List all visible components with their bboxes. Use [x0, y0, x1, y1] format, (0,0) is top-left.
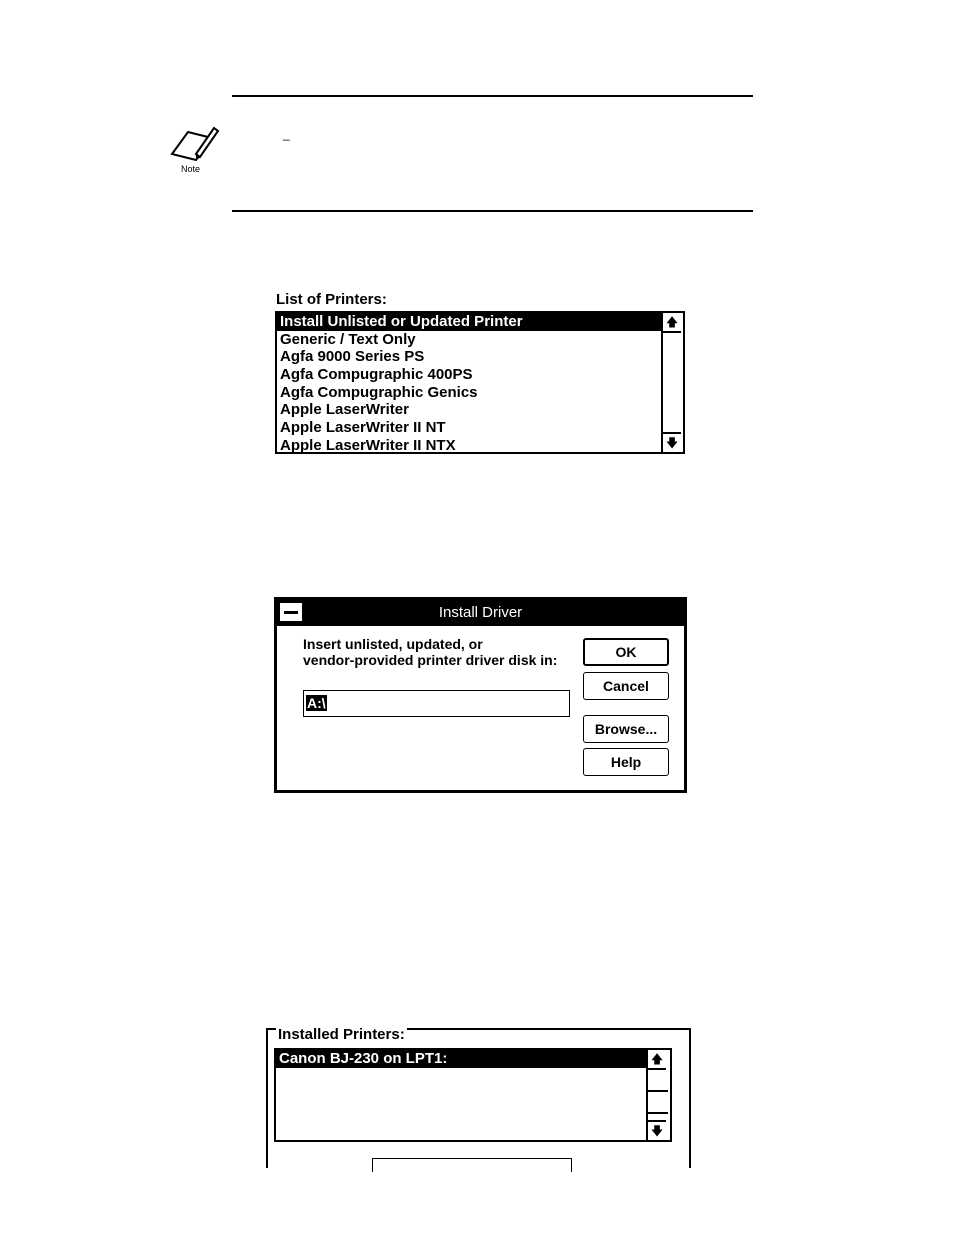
list-of-printers-listbox[interactable] [275, 311, 685, 454]
list-of-printers-label [276, 291, 387, 308]
installed-printers-listbox[interactable] [274, 1048, 672, 1142]
list-item[interactable]: Apple LaserWriter [280, 401, 409, 419]
note-text-mark: _ [283, 127, 290, 141]
cancel-button[interactable]: Cancel [583, 672, 669, 700]
dialog-prompt-line1: Insert unlisted, updated, or [303, 636, 483, 652]
ok-button[interactable]: OK [583, 638, 669, 666]
dialog-title: Install Driver [438, 604, 523, 621]
list-item[interactable]: Agfa 9000 Series PS [280, 348, 425, 366]
scroll-up-arrow-icon[interactable]: 🡅 [648, 1050, 666, 1070]
scroll-down-arrow-icon[interactable]: 🡇 [648, 1120, 666, 1140]
dialog-title-bar[interactable] [277, 600, 684, 626]
list-item[interactable]: Agfa Compugraphic Genics [280, 383, 478, 401]
note-label: Note [181, 164, 201, 174]
dialog-prompt-line2: vendor-provided printer driver disk in: [303, 652, 558, 668]
list-item[interactable]: Apple LaserWriter II NTX [280, 436, 456, 454]
note-bottom-rule [232, 210, 753, 212]
driver-path-value: A:\ [307, 695, 326, 711]
driver-path-input[interactable] [303, 690, 570, 717]
system-menu-icon[interactable] [279, 602, 303, 622]
list-item[interactable]: Generic / Text Only [280, 330, 416, 348]
list-item[interactable]: Install Unlisted or Updated Printer [277, 313, 663, 331]
list-of-printers-scrollbar[interactable] [661, 313, 683, 452]
list-item[interactable]: Agfa Compugraphic 400PS [280, 366, 473, 384]
help-button[interactable]: Help [583, 748, 669, 776]
install-driver-dialog [274, 597, 687, 793]
installed-printers-label: Installed Printers: [278, 1026, 405, 1043]
scroll-thumb[interactable] [648, 1090, 668, 1114]
dialog-prompt [303, 636, 557, 668]
scroll-down-arrow-icon[interactable]: 🡇 [663, 432, 681, 452]
browse-button[interactable]: Browse... [583, 715, 669, 743]
list-of-printers-items [277, 313, 663, 454]
set-as-default-printer-button[interactable] [372, 1158, 572, 1172]
scroll-up-arrow-icon[interactable]: 🡅 [663, 313, 681, 333]
list-item[interactable]: Apple LaserWriter II NT [280, 419, 446, 437]
note-top-rule [232, 95, 753, 97]
list-item[interactable]: Canon BJ-230 on LPT1: [276, 1050, 650, 1068]
list-of-printers-label-text: List of Printers: [276, 291, 387, 308]
installed-printers-scrollbar[interactable] [646, 1050, 670, 1140]
installed-printers-items [276, 1050, 650, 1068]
